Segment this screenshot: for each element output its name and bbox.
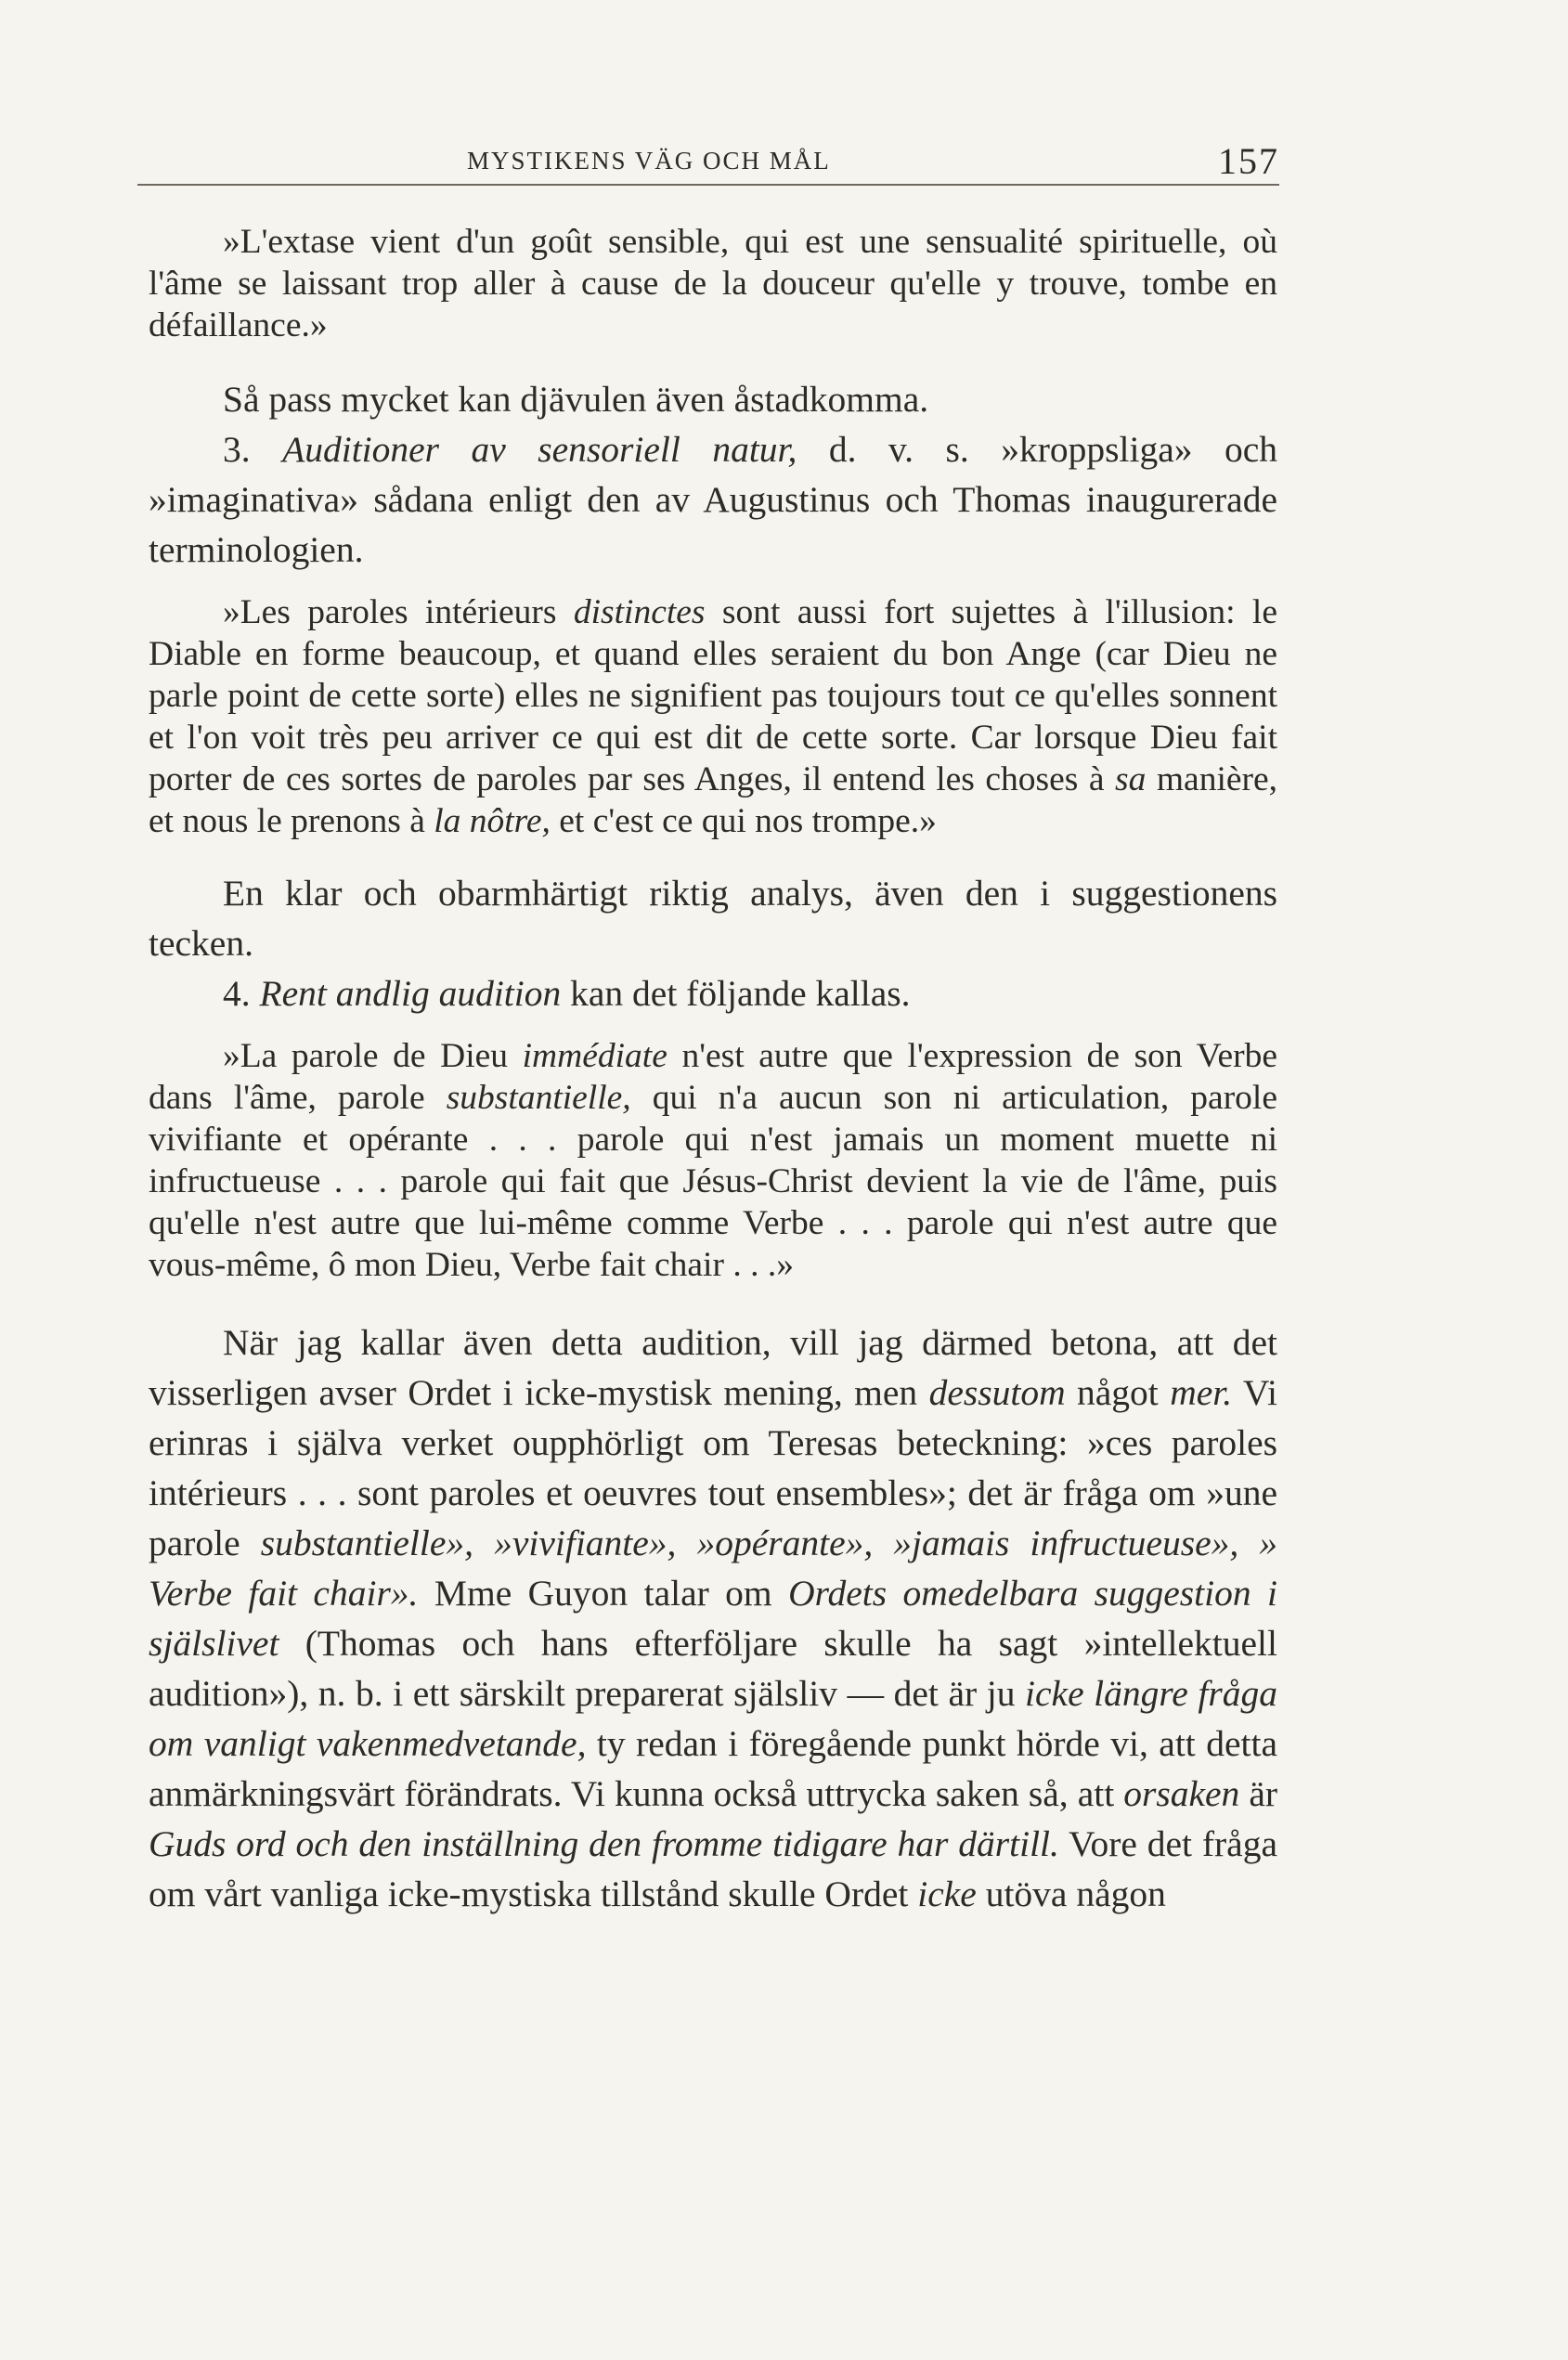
quote-parole-de-dieu — [149, 1035, 1277, 1286]
body-text: Mme Guyon talar om — [434, 1573, 772, 1614]
body-emphasis: »vivifiante», »opérante», »jamais infructueuse», » Verbe fait chair». — [149, 1523, 1278, 1614]
point-text: d. v. s. »kroppsliga» och »imaginativa» sådana enligt den av Augustinus och Thomas inaugurerade terminologien. — [149, 429, 1277, 570]
body-text: Vore det fråga om vårt vanliga icke-mystiska tillstånd skulle Ordet — [149, 1823, 1277, 1914]
point-heading: Rent andlig audition — [259, 973, 562, 1014]
quote-extase: »L'extase vient d'un goût sensible, qui est une sensualité spirituelle, où l'âme se laissant trop aller à cause de la douceur qu'elle y trouve, tombe en défaillance.» — [149, 223, 1277, 344]
body-emphasis: substantielle», — [260, 1523, 474, 1563]
body-text: något — [1077, 1372, 1159, 1413]
page-number: 157 — [1218, 140, 1279, 182]
body-text: Vi erinras i själva verket oupphörligt om Teresas beteckning: »ces paroles intérieurs . . . sont paroles et oeuvres tout ensembles»; det är fråga om »une parole — [149, 1372, 1277, 1563]
body-emphasis: orsaken — [1123, 1773, 1240, 1814]
body-emphasis: Guds ord och den inställning den fromme tidigare har därtill. — [149, 1823, 1059, 1864]
body-emphasis: mer. — [1170, 1372, 1233, 1413]
body-text: är — [1249, 1773, 1277, 1814]
paragraph-point-4 — [149, 968, 1277, 1018]
paragraph-analys: En klar och obarmhärtigt riktig analys, även den i suggestionens tecken. — [149, 873, 1277, 964]
quote-paroles-interieurs — [149, 591, 1277, 842]
point-heading: Auditioner av sensoriell natur, — [282, 429, 797, 470]
body-text: utöva någon — [985, 1874, 1166, 1914]
quote-text: »La parole de Dieu — [223, 1037, 509, 1075]
body-text: När jag kallar även detta audition, vill jag därmed betona, att det visserligen avser Ordet i icke-mystisk mening, men — [149, 1322, 1277, 1413]
paragraph-djavulen: Så pass mycket kan djävulen även åstadkomma. — [223, 379, 929, 420]
quote-text: sont aussi fort sujettes à l'illusion: le Diable en forme beaucoup, et quand elles seraient du bon Ange (car Dieu ne parle point de cette sorte) elles ne signifient pas toujours tout ce qu'elles sonnent et l'on voit très peu arriver ce qui est dit de cette sorte. Car lorsque Dieu fait porter de ces sortes de paroles par ses Anges, il entend les choses à — [149, 593, 1277, 798]
point-number: 4. — [223, 973, 251, 1014]
page-header — [137, 139, 1279, 188]
page-body — [149, 221, 1277, 1919]
quote-text: manière, et nous le prenons à — [149, 760, 1278, 840]
body-emphasis: dessutom — [928, 1372, 1066, 1413]
body-text: ty redan i föregående punkt hörde vi, att detta anmärkningsvärt förändrats. Vi kunna också uttrycka saken så, att — [149, 1723, 1277, 1814]
quote-text: n'est autre que l'expression de son Verbe dans l'âme, parole — [149, 1037, 1278, 1117]
quote-text: qui n'a aucun son ni articulation, parole vivifiante et opérante . . . parole qui n'est jamais un moment muette ni infructueuse . . . parole qui fait que Jésus-Christ devient la vie de l'âme, puis qu'elle n'est autre que lui-même comme Verbe . . . parole qui n'est autre que vous-même, ô mon Dieu, Verbe fait chair . . .» — [149, 1079, 1277, 1284]
quote-emphasis: substantielle, — [446, 1079, 631, 1117]
body-emphasis: icke — [917, 1874, 977, 1914]
quote-emphasis: sa — [1115, 760, 1147, 798]
quote-emphasis: immédiate — [522, 1037, 667, 1075]
paragraph-point-3 — [149, 424, 1277, 575]
body-emphasis: icke längre fråga om vanligt vakenmedvetande, — [149, 1673, 1277, 1764]
quote-emphasis: distinctes — [573, 593, 706, 631]
point-number: 3. — [223, 429, 251, 470]
paragraph-audition-analysis — [149, 1317, 1277, 1919]
quote-text: et c'est ce qui nos trompe.» — [559, 802, 937, 840]
body-text: (Thomas och hans efterföljare skulle ha sagt »intellektuell audition»), n. b. i ett särskilt preparerat själsliv — det är ju — [149, 1623, 1277, 1714]
quote-emphasis: la nôtre, — [434, 802, 551, 840]
quote-text: »Les paroles intérieurs — [223, 593, 557, 631]
body-emphasis: Ordets omedelbara suggestion i själslivet — [149, 1573, 1278, 1664]
point-text: kan det följande kallas. — [570, 973, 911, 1014]
running-title: MYSTIKENS VÄG OCH MÅL — [467, 147, 831, 175]
header-rule — [137, 184, 1279, 186]
